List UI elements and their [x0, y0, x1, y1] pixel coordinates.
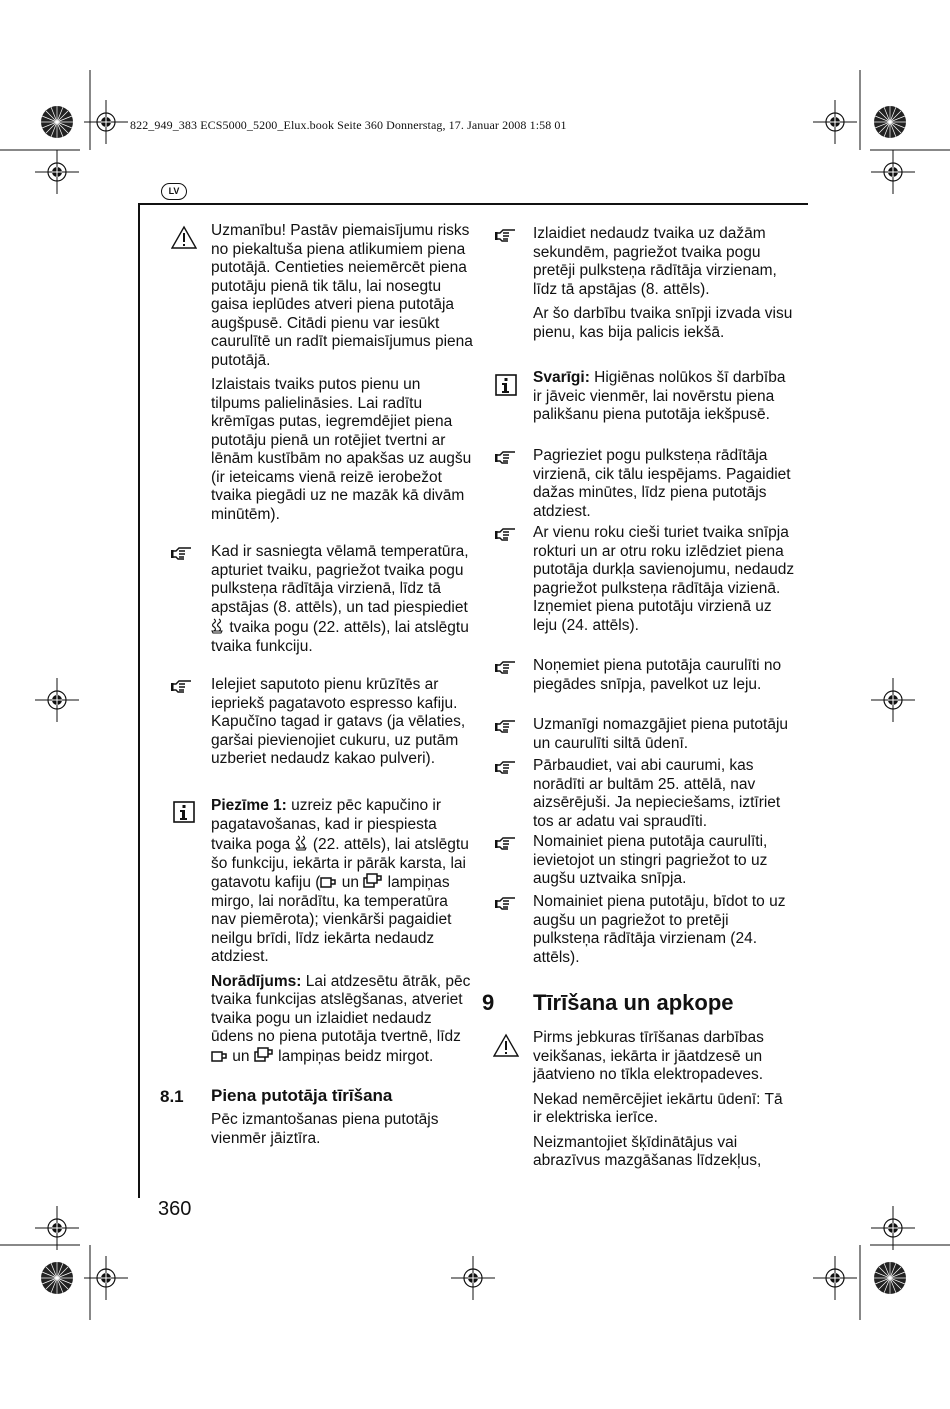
note: Piezīme 1: uzreiz pēc kapučino ir pagatavošanas, kad ir piespiesta tvaika poga (22. attēls), lai atslēgtu šo funkciju, iekārta ir pārāk karsta, lai gatavotu kafiju ( un lampiņas mirgo, lai norādītu, ka temperatūra nav piemērota); vienkārši pagaidiet neilgu brīdi, līdz iekārta nedaudz atdziest. Norādījums: Lai atdzesētu ātrāk, pēc tvaika funkcijas atslēgšanas, atveriet tvaika pogu un izlaidiet nedaudz ūdens no piena putotāja tvertnē, līdz un lampiņas beidz mirgot. — [211, 797, 471, 1065]
warning-text: Izlaistais tvaiks putos pienu un tilpums palielināsies. Lai radītu krēmīgas putas, iegremdējiet piena putotāju pienā un rotējiet tvertni ar lēnām kustībām no apakšas uz augšu (ir ieteicams vienā reizē ierobežot tvaika piegādi uz ne mazāk kā divām minūtēm). — [211, 376, 472, 523]
warning-icon — [493, 1033, 519, 1059]
hand-pointer-icon — [495, 525, 519, 543]
single-cup-icon — [211, 1049, 228, 1063]
section-text: Pēc izmantošanas piena putotājs vienmēr jāiztīra. — [211, 1111, 439, 1147]
section-title: Tīrīšana un apkope — [533, 990, 734, 1015]
language-badge: LV — [161, 183, 187, 200]
step: Izlaidiet nedaudz tvaika uz dažām sekundēm, pagriežot tvaika pogu pretēji pulksteņa rādītāja virzienam, līdz tā apstājas (8. attēls). Ar šo darbību tvaika snīpji izvada visu pienu, kas bija palicis iekšā. — [533, 225, 793, 341]
double-cup-icon — [254, 1047, 274, 1063]
step: Uzmanīgi nomazgājiet piena putotāju un caurulīti siltā ūdenī. — [533, 716, 789, 752]
hand-pointer-icon — [495, 758, 519, 776]
warning-icon — [171, 225, 197, 251]
steam-icon — [211, 617, 225, 634]
section-title: Piena putotāja tīrīšana — [211, 1086, 393, 1105]
step: Noņemiet piena putotāja caurulīti no piegādes snīpja, pavelkot uz leju. — [533, 657, 782, 693]
hand-pointer-icon — [495, 226, 519, 244]
hand-pointer-icon — [171, 677, 195, 695]
section-number: 9 — [482, 990, 495, 1015]
step: Nomainiet piena putotāja caurulīti, ievietojot un stingri pagriežot to uz augšu uztvaika snīpja. — [533, 833, 768, 887]
step: Kad ir sasniegta vēlamā temperatūra, apturiet tvaiku, pagriežot tvaika pogu pulksteņa rādītāja virzienā, līdz tā apstājas (8. attēls), un tad piespiediet tvaika pogu (22. attēls), lai atslēgtu tvaika funkciju. — [211, 543, 469, 655]
step: Pagrieziet pogu pulksteņa rādītāja virzienā, cik tālu iespējams. Pagaidiet dažas minūtes, līdz piena putotājs atdziest. — [533, 447, 791, 520]
print-header: 822_949_383 ECS5000_5200_Elux.book Seite 360 Donnerstag, 17. Januar 2008 1:58 01 — [130, 118, 567, 132]
hand-pointer-icon — [495, 658, 519, 676]
hand-pointer-icon — [495, 894, 519, 912]
hand-pointer-icon — [171, 544, 195, 562]
hand-pointer-icon — [495, 717, 519, 735]
info-icon — [495, 374, 517, 396]
page-number: 360 — [158, 1198, 192, 1220]
right-warning: Pirms jebkuras tīrīšanas darbības veikšanas, iekārta ir jāatdzesē un jāatvieno no tīkla elektropadeves. Nekad nemērcējiet iekārtu ūdenī: Tā ir elektriska ierīce. Neizmantojiet šķīdinātājus vai abrazīvus mazgāšanas līdzekļus, — [533, 1029, 783, 1169]
left-rule — [138, 204, 140, 1198]
step: Nomainiet piena putotāju, bīdot to uz augšu un pagriežot to pretēji pulksteņa rādītāja virzienam (24. attēls). — [533, 893, 786, 966]
step: Ar vienu roku cieši turiet tvaika snīpja rokturi un ar otru roku izlēdziet piena putotāja durkļa savienojumu, nedaudz pagriežot pulksteņa rādītāja vizienā. Izņemiet piena putotāju virzienā uz leju (24. attēls). — [533, 524, 795, 634]
important-note: Svarīgi: Higiēnas nolūkos šī darbība ir jāveic vienmēr, lai novērstu piena palikšanu piena putotāja iekšpusē. — [533, 369, 786, 423]
hand-pointer-icon — [495, 448, 519, 466]
warning-text: Uzmanību! Pastāv piemaisījumu risks no piekaltuša piena atlikumiem piena putotājā. Centieties neiemērcēt piena putotāju pienā tik tālu, lai nosegtu gaisa ieplūdes atveri piena putotāja augšpusē. Citādi pienu var iesūkt caurulītē un radīt piemaisījumus piena putotājā. — [211, 222, 473, 369]
double-cup-icon — [363, 873, 383, 889]
left-warning — [211, 222, 473, 530]
top-rule — [138, 203, 808, 205]
step: Ielejiet saputoto pienu krūzītēs ar iepriekš pagatavoto espresso kafiju. Kapučīno tagad ir gatavs (ja vēlaties, garšai pievienojiet cukuru, uz putām uzberiet nedaudz kakao pulveri). — [211, 676, 466, 767]
hand-pointer-icon — [495, 834, 519, 852]
steam-icon — [295, 834, 309, 851]
info-icon — [173, 801, 195, 823]
step: Pārbaudiet, vai abi caurumi, kas norādīti ar bultām 25. attēlā, nav aizsērējuši. Ja nepieciešams, iztīriet tos ar adatu vai spraudīti. — [533, 757, 781, 830]
section-number: 8.1 — [160, 1087, 184, 1106]
single-cup-icon — [320, 875, 337, 889]
